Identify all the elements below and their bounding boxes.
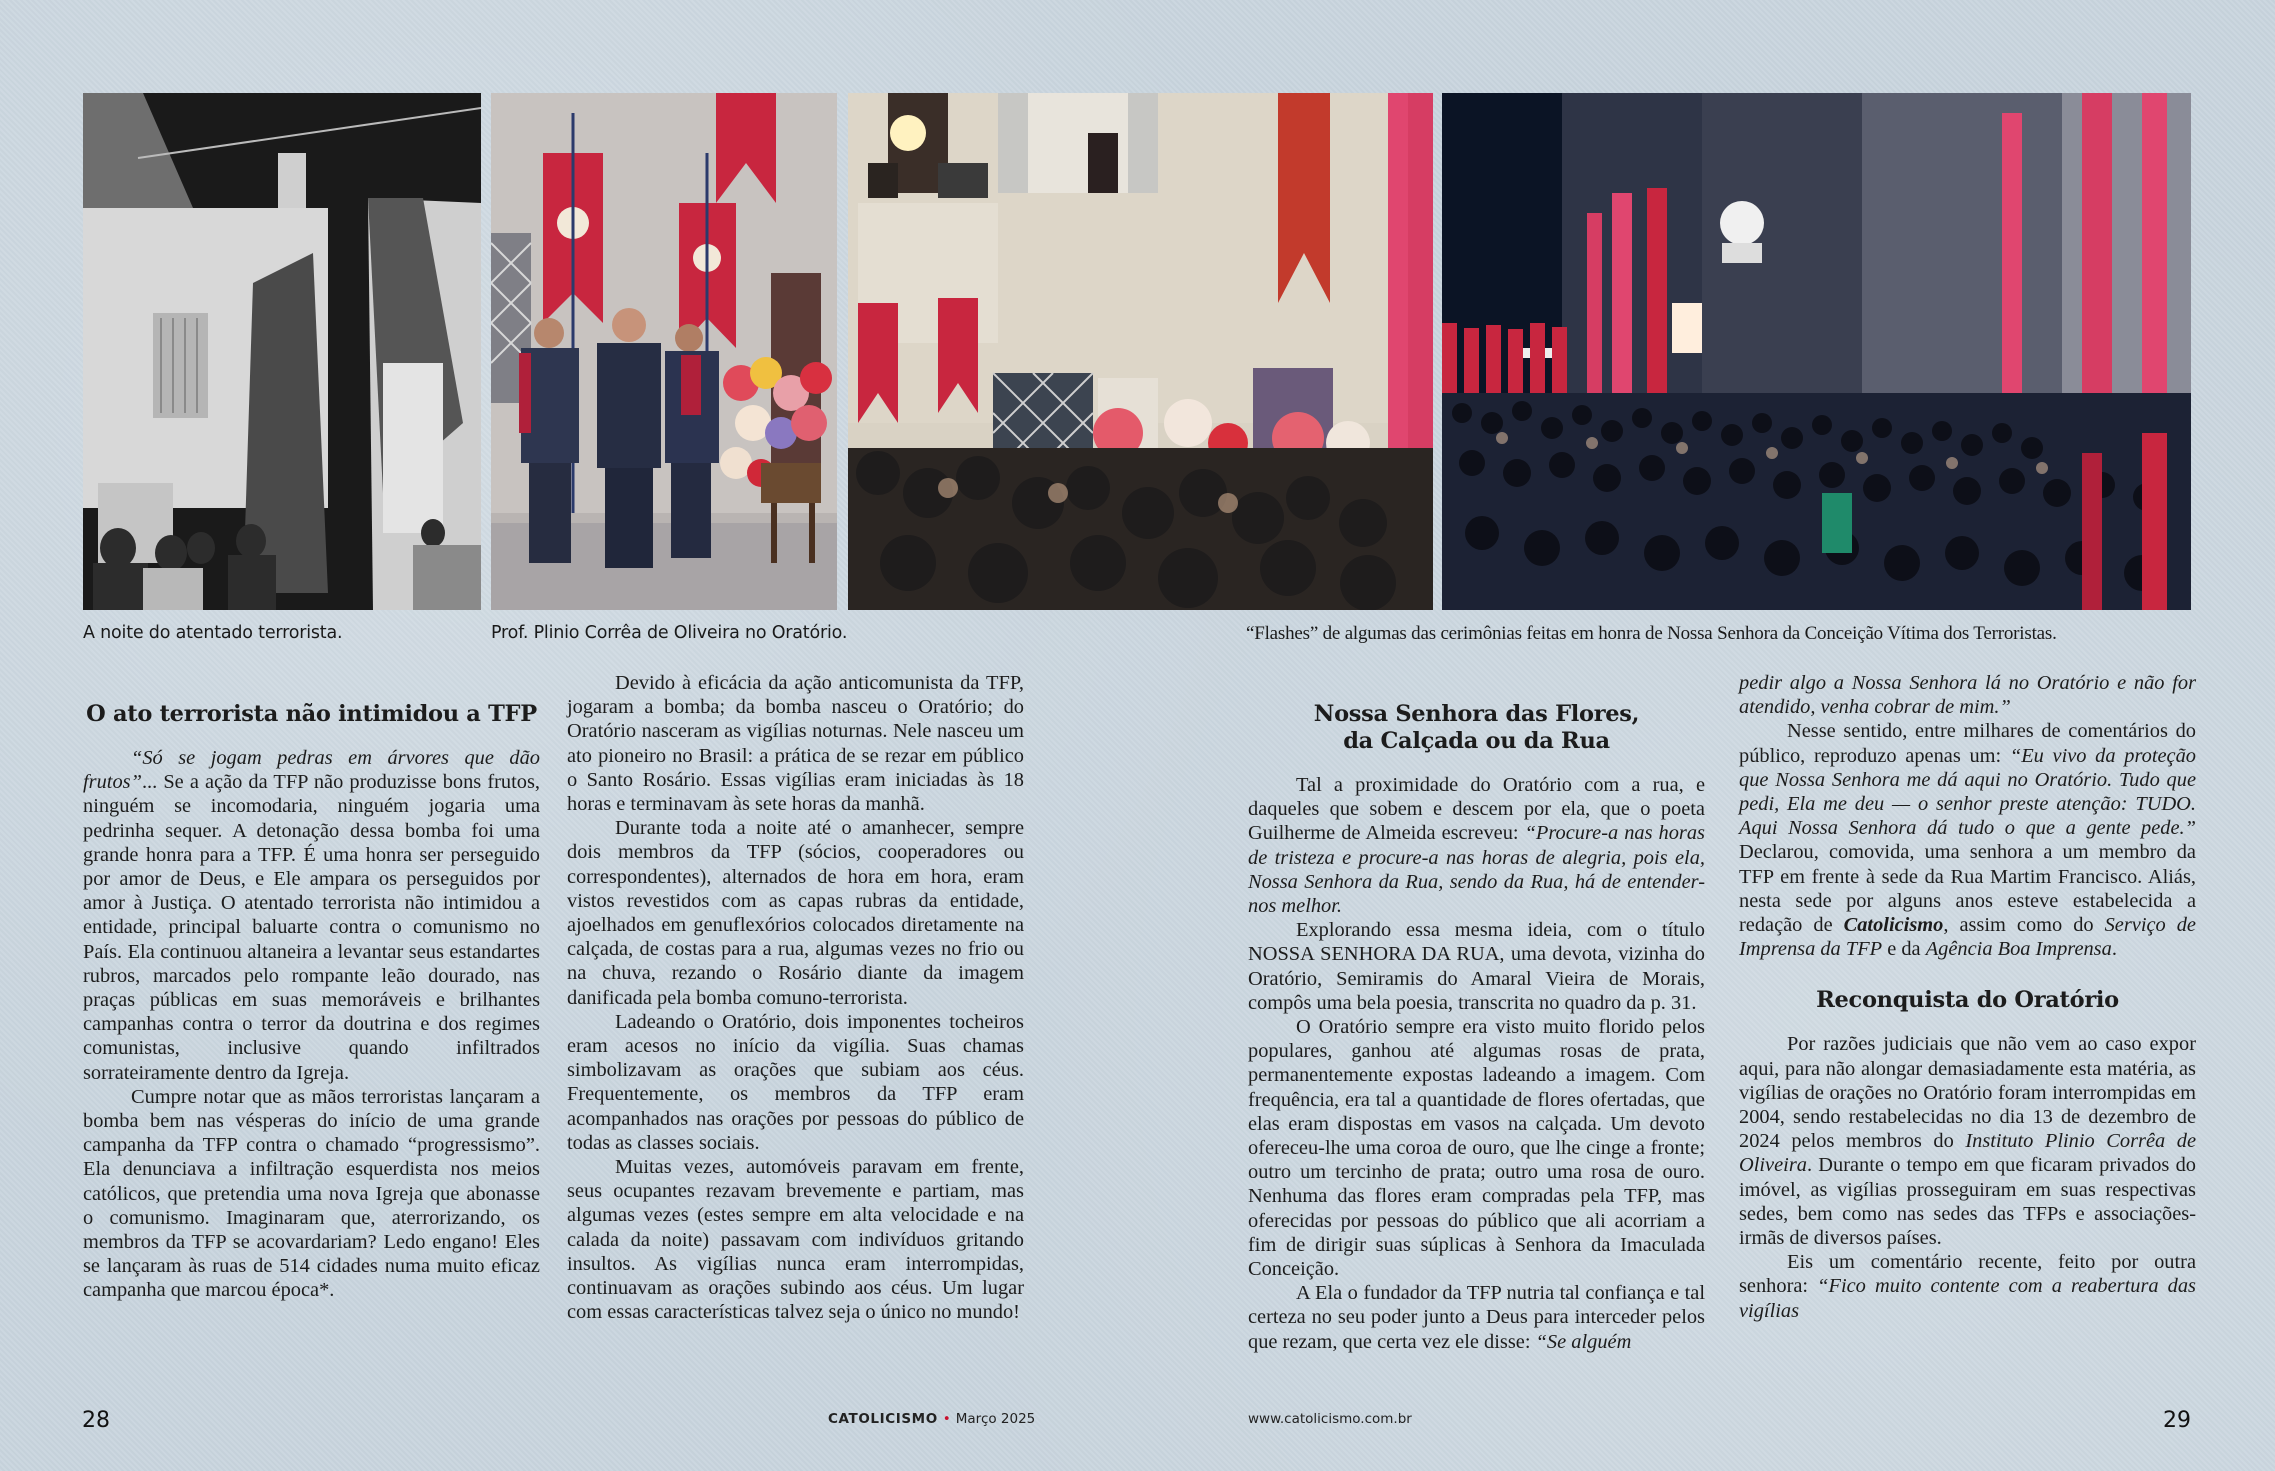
paragraph: Muitas vezes, automóveis paravam em frente, seus ocupantes rezavam brevemente e partiam, mas algumas vezes (estes sempre em alta velocidade e na calada da noite) passavam com indivíduos gritando insultos. As vigílias nunca eram interrompidas, continuavam as orações subindo aos céus. Um lugar com essas características talvez seja o único no mundo! [567,1156,1024,1324]
paragraph-text: , assim como do [1943,914,2105,937]
heading-line: da Calçada ou da Rua [1343,728,1610,754]
caption-right: “Flashes” de algumas das cerimônias feitas em honra de Nossa Senhora da Conceição Vítima dos Terroristas. [1246,623,2057,644]
paragraph-text: Declarou, comovida, uma senhora a um membro da TFP em frente à sede da Rua Martim Francisco. Aliás, nesta sede por alguns anos esteve estabelecida a redação de [1739,841,2196,937]
paragraph [1248,1281,1705,1354]
organization-name: Instituto Plinio Corrêa de Oliveira [1739,1130,2196,1177]
paragraph [83,746,540,1085]
article-column-2 [567,671,1024,1324]
paragraph-text: A Ela o fundador da TFP nutria tal confiança e tal certeza no seu poder junto a Deus para interceder pelos que rezam, que certa vez ele disse: [1248,1282,1705,1353]
paragraph-text: ... Se a ação da TFP não produzisse bons frutos, ninguém se incomodaria, ninguém jogaria uma pedrinha sequer. A detonação dessa bomba foi uma grande honra para a TFP. É uma honra ser perseguido por amor de Deus, e Ele ampara os perseguidos por amor à Justiça. O atentado terrorista não intimidou a entidade, principal baluarte contra o comunismo no País. Ela continuou altaneira a levantar seus estandartes rubros, marcados pelo rompante leão dourado, nas praças públicas em suas memoráveis e brilhantes campanhas contra o terror da doutrina e dos regimes comunistas, inclusive quando infiltrados sorrateiramente dentro da Igreja. [83,771,540,1084]
paragraph [1739,719,2196,961]
heading-line: Nossa Senhora das Flores, [1313,701,1640,727]
caption-middle: Prof. Plinio Corrêa de Oliveira no Oratório. [491,623,848,643]
paragraph: Explorando essa mesma ideia, com o título NOSSA SENHORA DA RUA, uma devota, vizinha do Oratório, Semiramis do Amaral Vieira de Morais, compôs uma bela poesia, transcrita no quadro da p. 31. [1248,919,1705,1014]
paragraph: Cumpre notar que as mãos terroristas lançaram a bomba bem nas vésperas do início de uma grande campanha da TFP contra o chamado “progressismo”. Ela denunciava a infiltração esquerdista nos meios católicos, que pretendia uma nova Igreja que abonasse o comunismo. Imaginaram que, aterrorizando, os membros da TFP se acovardariam? Ledo engano! Eles se lançaram às ruas de 514 cidades numa muito eficaz campanha que marcou época*. [83,1085,540,1302]
bombing-night-photo [83,93,481,610]
paragraph-text: e da [1882,938,1926,961]
street-crowd-photo [1442,93,2191,610]
paragraph-text: Eis um comentário recente, feito por outra senhora: [1739,1251,2196,1298]
paragraph [1739,1250,2196,1323]
quote: pedir algo a Nossa Senhora lá no Oratório e não for atendido, venha cobrar de mim.” [1739,672,2196,719]
issue-date: Março 2025 [955,1411,1036,1427]
article-column-3 [1248,701,1705,1354]
quote: “Procure-a nas horas de tristeza e procure-a nas horas de alegria, pois ela, Nossa Senhora da Rua, sendo da Rua, há de entender-nos melhor. [1248,822,1705,918]
paragraph-text: Nesse sentido, entre milhares de comentários do público, reproduzo apenas um: [1739,720,2196,767]
paragraph: Durante toda a noite até o amanhecer, sempre dois membros da TFP (sócios, cooperadores ou correspondentes), alternados de hora em hora, eram vistos revestidos com as capas rubras da entidade, ajoelhados em genuflexórios colocados diretamente na calçada, de costas para a rua, algumas vezes no frio ou na chuva, rezando o Rosário diante da imagem danificada pela bomba comuno-terrorista. [567,817,1024,1009]
paragraph [1739,671,2196,719]
paragraph: O Oratório sempre era visto muito florido pelos populares, ganhou até algumas rosas de prata, permanentemente expostas ladeando a imagem. Com frequência, era tal a quantidade de flores ofertadas, que elas eram dispostas em vasos na calçada. Um devoto ofereceu-lhe uma coroa de ouro, que lhe cinge a fronte; outro um tercinho de prata; outro uma rosa de ouro. Nenhuma das flores eram compradas pela TFP, mas oferecidas por pessoas do público que ali acorriam a fim de dirigir suas súplicas à Senhora da Imaculada Conceição. [1248,1016,1705,1281]
magazine-name: CATOLICISMO [828,1411,938,1427]
section-heading-nossa-senhora [1248,701,1705,755]
paragraph: Ladeando o Oratório, dois imponentes tocheiros eram acesos no início da vigília. Suas chamas simbolizavam as orações que subiam aos céus. Frequentemente, os membros da TFP eram acompanhados nas orações por pessoas do público de todas as classes sociais. [567,1010,1024,1154]
plinio-oratorio-photo [491,93,837,610]
vigil-window-photo [848,93,1433,610]
section-heading-reconquista: Reconquista do Oratório [1816,987,2119,1014]
quote: “Fico muito contente com a reabertura das vigílias [1739,1275,2196,1322]
website-link[interactable]: www.catolicismo.com.br [1248,1411,1412,1427]
paragraph-text: . [2111,938,2117,961]
quote: “Só se jogam pedras em árvores que dão frutos” [83,747,540,794]
quote: “Se alguém [1535,1330,1632,1353]
paragraph [1248,773,1705,918]
section-heading-terrorist-act: O ato terrorista não intimidou a TFP [86,701,537,727]
paragraph [1739,1032,2196,1250]
article-column-1 [83,701,540,1303]
separator-dot: • [942,1411,951,1427]
paragraph-text: . Durante o tempo em que ficaram privados do imóvel, as vigílias prosseguiram em suas respectivas sedes, bem como nas sedes das TFPs e associações-irmãs de diversos países. [1739,1154,2196,1250]
organization-name: Serviço de Imprensa da TFP [1739,914,2196,961]
organization-name: Agência Boa Imprensa [1925,938,2112,961]
paragraph-text: Tal a proximidade do Oratório com a rua, e daqueles que sobem e descem por ela, que o poeta Guilherme de Almeida escreveu: [1248,774,1705,845]
paragraph-text: Por razões judiciais que não vem ao caso expor aqui, para não alongar demasiadamente esta matéria, as vigílias de orações no Oratório foram interrompidas em 2004, sendo restabelecidas no dia 13 de dezembro de 2024 pelos membros do [1739,1033,2196,1153]
magazine-footer [828,1411,1035,1427]
page-number-left: 28 [82,1408,110,1433]
caption-left: A noite do atentado terrorista. [83,623,343,643]
paragraph: Devido à eficácia da ação anticomunista da TFP, jogaram a bomba; da bomba nasceu o Oratório; do Oratório nasceram as vigílias noturnas. Nele nasceu um ato pioneiro no Brasil: a prática de se rezar em público o Santo Rosário. Essas vigílias eram iniciadas às 18 horas e terminavam às sete horas da manhã. [567,672,1024,816]
article-column-4 [1739,671,2196,1323]
quote: “Eu vivo da proteção que Nossa Senhora me dá aqui no Oratório. Tudo que pedi, Ela me deu — o senhor preste atenção: TUDO. Aqui Nossa Senhora dá tudo o que a gente pede.” [1739,744,2196,840]
magazine-name: Catolicismo [1843,914,1944,937]
page-number-right: 29 [2163,1408,2191,1433]
